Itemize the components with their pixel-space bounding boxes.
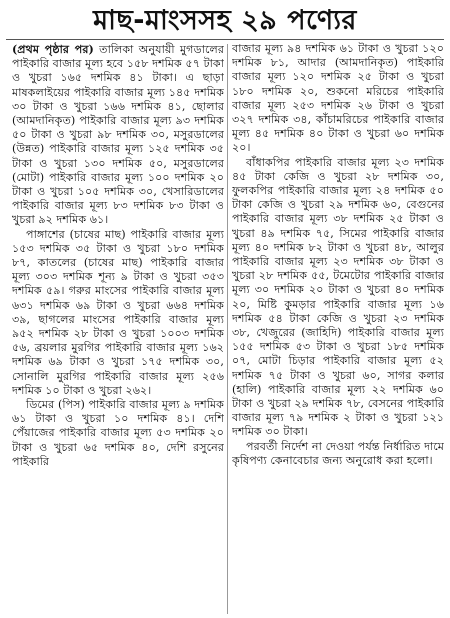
paragraph-5: বাঁধাকপির পাইকারি বাজার মূল্য ২৩ দশমিক ৪৫ টাকা কেজি ও খুচরা ২৮ দশমিক ৩০, ফুলকপির পাইকারি বাজার মূল্য ২৪ দশমিক ৫০ টাকা কেজি ও খুচরা ২৯ দশমিক ৬০, বেগুনের পাইকারি বাজার মূল্য ৩৮ দশমিক ২৫ টাকা ও খুচরা ৪৯ দশমিক ৭৫, সিমের পাইকারি বাজার মূল্য ৪০ দশমিক ৮২ টাকা ও খুচরা ৪৮, আলুর পাইকারি বাজার মূল্য ২৩ দশমিক ৩৮ টাকা ও খুচরা ২৮ দশমিক ৫৫, টমেটোর পাইকারি বাজার মূল্য ৩০ দশমিক ২০ টাকা ও খুচরা ৪০ দশমিক ২০, মিষ্টি কুমড়ার পাইকারি বাজার মূল্য ১৬ দশমিক ৫৪ টাকা কেজি ও খুচরা ২৩ দশমিক ৩৮, খেজুরের (জাহিদি) পাইকারি বাজার মূল্য ১৫৫ দশমিক ৫৩ টাকা ও খুচরা ১৮৫ দশমিক ০৭, মোটা চিড়ার পাইকারি বাজার মূল্য ৫২ দশমিক ৭৫ টাকা ও খুচরা ৬০, সাগর কলার (হালি) পাইকারি বাজার মূল্য ২২ দশমিক ৬০ টাকা ও খুচরা ২৯ দশমিক ৭৮, বেসনের পাইকারি বাজার মূল্য ৭৯ দশমিক ২ টাকা ও খুচরা ১২১ দশমিক ৩০ টাকা। <box>232 155 444 439</box>
paragraph-6: পরবর্তী নির্দেশ না দেওয়া পর্যন্ত নির্ধারিত দামে কৃষিপণ্য কেনাবেচার জন্য অনুরোধ করা হলো। <box>232 439 444 467</box>
column-divider <box>227 44 228 614</box>
paragraph-1-text: তালিকা অনুযায়ী মুগডালের পাইকারি বাজার মূল্য হবে ১৫৮ দশমিক ৫৭ টাকা ও খুচরা ১৬৫ দশমিক ৪১ টাকা। এ ছাড়া মাষকলাইয়ের পাইকারি বাজার মূল্য ১৪৫ দশমিক ৩০ টাকা ও খুচরা ১৬৬ দশমিক ৪১, ছোলার (আমদানিকৃত) পাইকারি বাজার মূল্য ৯৩ দশমিক ৫০ টাকা ও খুচরা ৯৮ দশমিক ৩০, মসুরডালের (উন্নত) পাইকারি বাজার মূল্য ১২৫ দশমিক ৩৫ টাকা ও খুচরা ১৩০ দশমিক ৫০, মসুরডালের (মোটা) পাইকারি বাজার মূল্য ১০০ দশমিক ২০ টাকা ও খুচরা ১০৫ দশমিক ৩০, খেসারিডালের পাইকারি বাজার মূল্য ৮৩ দশমিক ৮৩ টাকা ও খুচরা ৯২ দশমিক ৬১। <box>12 43 224 227</box>
headline-rule <box>6 39 444 40</box>
article-column-left <box>12 42 224 614</box>
paragraph-1 <box>12 42 224 228</box>
paragraph-4: বাজার মূল্য ৯৪ দশমিক ৬১ টাকা ও খুচরা ১২০ দশমিক ৮১, আদার (আমদানিকৃত) পাইকারি বাজার মূল্য ১২০ দশমিক ২৫ টাকা ও খুচরা ১৮০ দশমিক ২০, শুকনো মরিচের পাইকারি বাজার মূল্য ২৫৩ দশমিক ২৬ টাকা ও খুচরা ৩২৭ দশমিক ৩৪, কাঁচামরিচের পাইকারি বাজার মূল্য ৪৫ দশমিক ৪০ টাকা ও খুচরা ৬০ দশমিক ২০। <box>232 42 444 155</box>
article-column-right <box>232 42 444 614</box>
continuation-label: (প্রথম পৃষ্ঠার পর) <box>12 42 94 56</box>
headline: মাছ-মাংসসহ ২৯ পণ্যের <box>93 5 357 36</box>
paragraph-2: পাঙ্গাশের (চাষের মাছ) পাইকারি বাজার মূল্য ১৫৩ দশমিক ৩৫ টাকা ও খুচরা ১৮০ দশমিক ৮৭, কাতলের (চাষের মাছ) পাইকারি বাজার মূল্য ৩০৩ দশমিক শূন্য ৯ টাকা ও খুচরা ৩৫৩ দশমিক ৫৯। গরুর মাংসের পাইকারি বাজার মূল্য ৬৩১ দশমিক ৬৯ টাকা ও খুচরা ৬৬৪ দশমিক ৩৯, ছাগলের মাংসের পাইকারি বাজার মূল্য ৯৫২ দশমিক ২৮ টাকা ও খুচরা ১০০৩ দশমিক ৫৬, ব্রয়লার মুরগির পাইকারি বাজার মূল্য ১৬২ দশমিক ৬৯ টাকা ও খুচরা ১৭৫ দশমিক ৩০, সোনালি মুরগির পাইকারি বাজার মূল্য ২৫৬ দশমিক ১০ টাকা ও খুচরা ২৬২। <box>12 227 224 397</box>
paragraph-3: ডিমের (পিস) পাইকারি বাজার মূল্য ৯ দশমিক ৬১ টাকা ও খুচরা ১০ দশমিক ৪১। দেশি পেঁয়াজের পাইকারি বাজার মূল্য ৫৩ দশমিক ২০ টাকা ও খুচরা ৬৫ দশমিক ৪০, দেশি রসুনের পাইকারি <box>12 398 224 468</box>
